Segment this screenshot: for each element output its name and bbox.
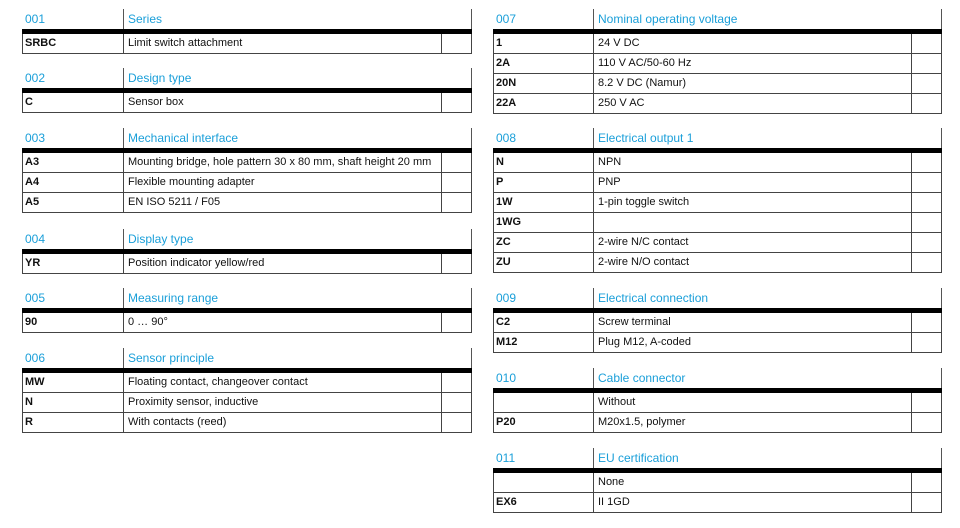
- table-row: [493, 34, 942, 54]
- option-code: P20: [496, 416, 516, 428]
- section-007: [493, 9, 942, 114]
- section-header: [493, 448, 942, 473]
- option-description: 0 … 90°: [128, 316, 168, 328]
- table-row: [22, 153, 472, 173]
- section-header: [493, 9, 942, 34]
- section-title: Design type: [128, 71, 192, 85]
- section-title: Nominal operating voltage: [598, 12, 738, 26]
- table-row: [493, 313, 942, 333]
- option-code: 1WG: [496, 216, 522, 228]
- option-description: PNP: [598, 176, 621, 188]
- table-row: [493, 153, 942, 173]
- option-description: Screw terminal: [598, 316, 671, 328]
- section-header: [493, 288, 942, 313]
- table-row: [493, 493, 942, 513]
- table-row: [22, 393, 472, 413]
- option-code: A4: [25, 176, 40, 188]
- option-description: M20x1.5, polymer: [598, 416, 686, 428]
- section-code: 005: [25, 291, 46, 305]
- section-title: Mechanical interface: [128, 131, 239, 145]
- option-description: EN ISO 5211 / F05: [128, 196, 221, 208]
- section-009: [493, 288, 942, 353]
- option-description: Position indicator yellow/red: [128, 257, 265, 269]
- option-description: Without: [598, 396, 636, 408]
- table-row: [493, 54, 942, 74]
- option-description: 8.2 V DC (Namur): [598, 77, 687, 89]
- option-code: M12: [496, 336, 518, 348]
- table-row: [22, 93, 472, 113]
- option-code: N: [25, 396, 33, 408]
- option-code: YR: [25, 257, 41, 269]
- option-code: MW: [25, 376, 45, 388]
- option-code: C: [25, 96, 33, 108]
- option-description: Limit switch attachment: [128, 37, 243, 49]
- option-description: Mounting bridge, hole pattern 30 x 80 mm, shaft height 20 mm: [128, 156, 432, 168]
- section-001: [22, 9, 472, 54]
- section-005: [22, 288, 472, 333]
- section-header: [22, 288, 472, 313]
- option-code: A5: [25, 196, 40, 208]
- section-004: [22, 229, 472, 274]
- section-code: 008: [496, 131, 517, 145]
- section-title: Electrical connection: [598, 291, 709, 305]
- table-row: [493, 333, 942, 353]
- option-description: Floating contact, changeover contact: [128, 376, 308, 388]
- option-description: Sensor box: [128, 96, 184, 108]
- option-code: 20N: [496, 77, 517, 89]
- option-description: None: [598, 476, 625, 488]
- section-header: [493, 368, 942, 393]
- option-description: 110 V AC/50-60 Hz: [598, 57, 692, 69]
- table-row: [493, 413, 942, 433]
- option-code: P: [496, 176, 504, 188]
- option-description: With contacts (reed): [128, 416, 227, 428]
- table-row: [22, 193, 472, 213]
- option-code: 22A: [496, 97, 517, 109]
- option-code: 1W: [496, 196, 513, 208]
- option-description: NPN: [598, 156, 622, 168]
- table-row: [493, 74, 942, 94]
- section-header: [22, 128, 472, 153]
- section-title: Series: [128, 12, 163, 26]
- option-description: 250 V AC: [598, 97, 645, 109]
- option-code: 90: [25, 316, 38, 328]
- option-description: 24 V DC: [598, 37, 640, 49]
- section-code: 001: [25, 12, 46, 26]
- option-code: 1: [496, 37, 503, 49]
- option-code: SRBC: [25, 37, 57, 49]
- table-row: [22, 373, 472, 393]
- section-header: [22, 229, 472, 254]
- section-code: 010: [496, 371, 517, 385]
- table-row: [22, 413, 472, 433]
- table-row: [493, 233, 942, 253]
- option-description: II 1GD: [598, 496, 630, 508]
- option-code: N: [496, 156, 504, 168]
- section-010: [493, 368, 942, 433]
- option-code: R: [25, 416, 33, 428]
- option-description: Proximity sensor, inductive: [128, 396, 259, 408]
- section-008: [493, 128, 942, 273]
- option-code: ZU: [496, 256, 511, 268]
- option-code: EX6: [496, 496, 517, 508]
- option-code: ZC: [496, 236, 511, 248]
- section-title: Sensor principle: [128, 351, 215, 365]
- option-code: A3: [25, 156, 40, 168]
- section-header: [22, 9, 472, 34]
- table-row: [493, 94, 942, 114]
- option-description: Flexible mounting adapter: [128, 176, 255, 188]
- section-002: [22, 68, 472, 113]
- table-row: [493, 193, 942, 213]
- option-description: 2-wire N/O contact: [598, 256, 690, 268]
- option-description: 2-wire N/C contact: [598, 236, 689, 248]
- table-row: [22, 313, 472, 333]
- section-code: 006: [25, 351, 46, 365]
- section-code: 007: [496, 12, 517, 26]
- section-006: [22, 348, 472, 433]
- option-code: 2A: [496, 57, 511, 69]
- section-title: EU certification: [598, 451, 679, 465]
- table-row: [22, 34, 472, 54]
- table-row: [22, 173, 472, 193]
- section-code: 009: [496, 291, 517, 305]
- section-code: 011: [496, 451, 516, 465]
- section-header: [22, 68, 472, 93]
- option-code: C2: [496, 316, 511, 328]
- section-title: Measuring range: [128, 291, 219, 305]
- table-row: [493, 473, 942, 493]
- section-code: 002: [25, 71, 46, 85]
- table-row: [493, 213, 942, 233]
- option-description: 1-pin toggle switch: [598, 196, 690, 208]
- section-header: [493, 128, 942, 153]
- section-title: Electrical output 1: [598, 131, 694, 145]
- section-011: [493, 448, 942, 513]
- option-description: Plug M12, A-coded: [598, 336, 691, 348]
- section-header: [22, 348, 472, 373]
- section-code: 003: [25, 131, 46, 145]
- table-row: [493, 253, 942, 273]
- table-row: [493, 393, 942, 413]
- section-code: 004: [25, 232, 46, 246]
- table-row: [493, 173, 942, 193]
- table-row: [22, 254, 472, 274]
- section-003: [22, 128, 472, 213]
- section-title: Cable connector: [598, 371, 686, 385]
- section-title: Display type: [128, 232, 194, 246]
